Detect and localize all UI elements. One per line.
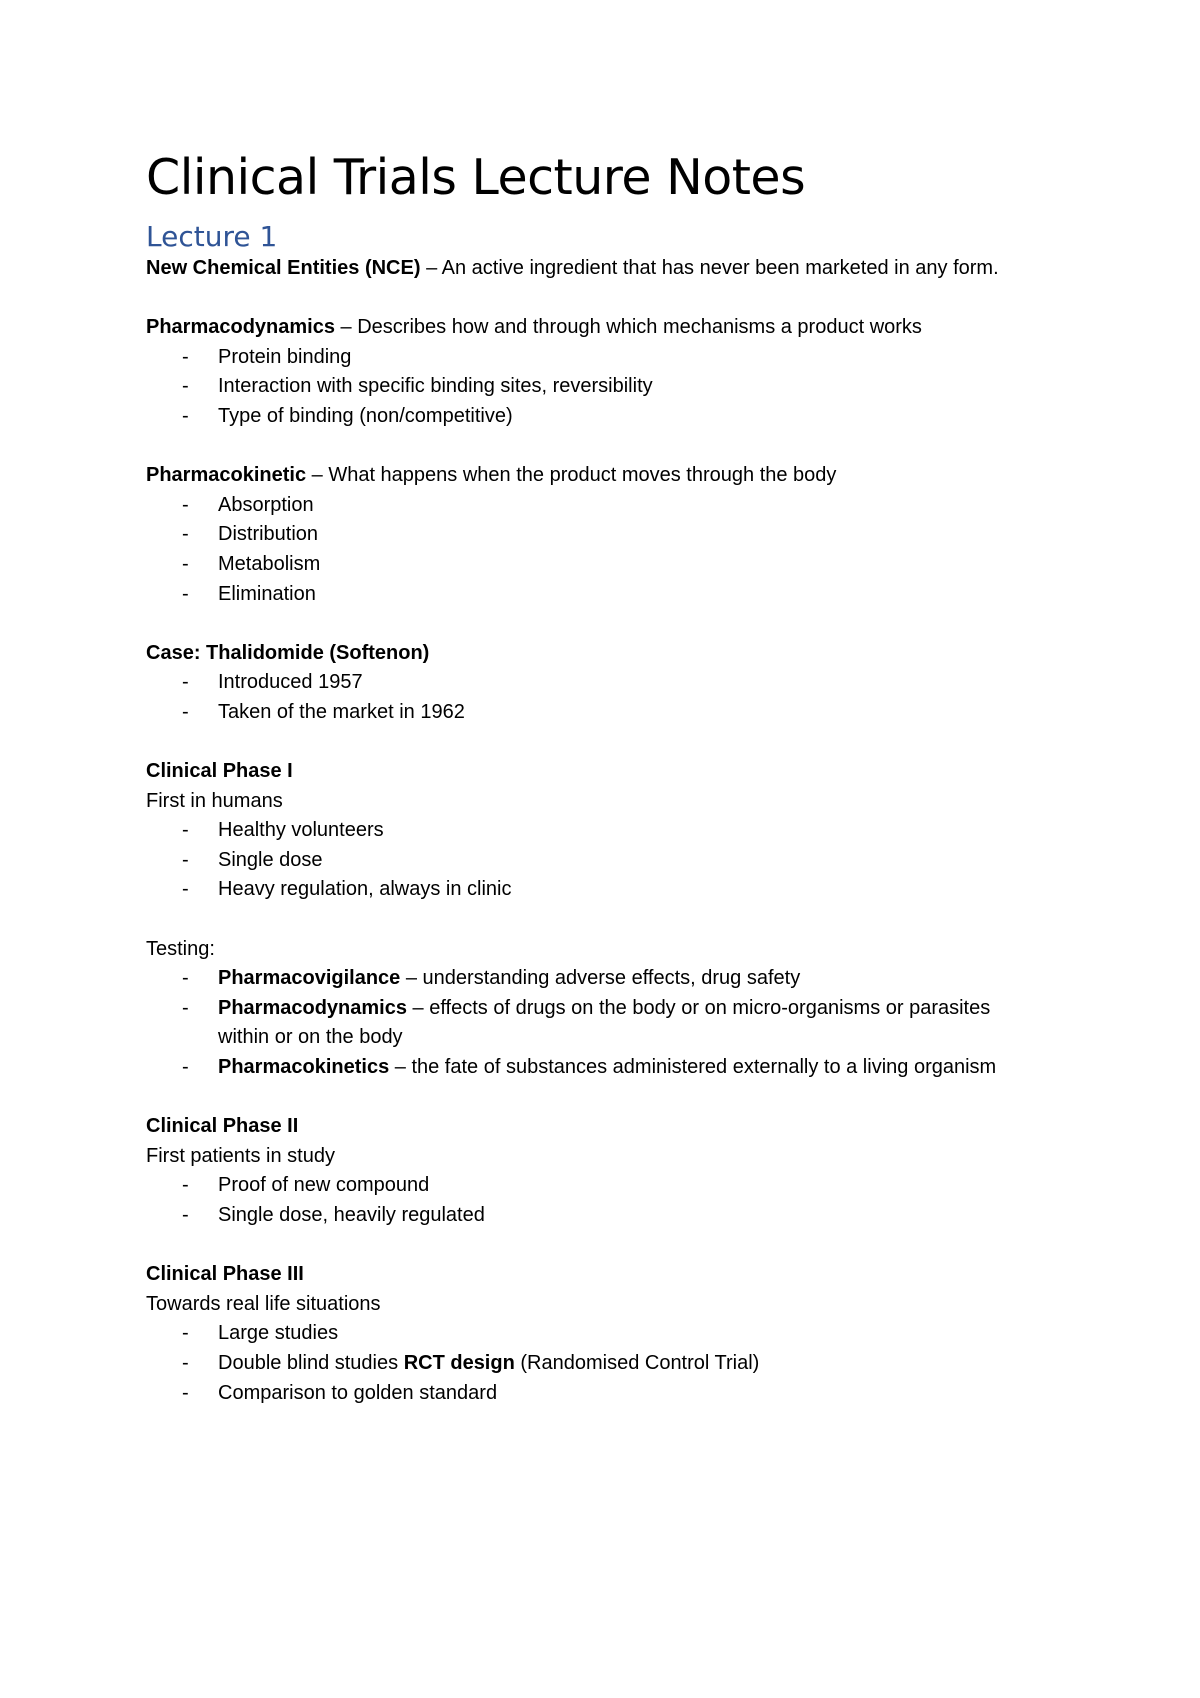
phase3-list: [146, 1319, 1046, 1408]
list-item-text: Healthy volunteers: [218, 819, 384, 842]
pharmacodynamics-definition: – Describes how and through which mechanisms a product works: [334, 316, 922, 339]
phase2-heading: Clinical Phase II: [146, 1115, 299, 1138]
list-item-text: Taken of the market in 1962: [218, 700, 465, 723]
testing-list: [146, 964, 1046, 1082]
list-item: [146, 964, 1046, 994]
list-item-text: Metabolism: [218, 552, 321, 575]
list-item: [146, 875, 1046, 905]
list-item-text: Distribution: [218, 523, 319, 546]
document-title: Clinical Trials Lecture Notes: [146, 149, 806, 206]
list-item: [146, 846, 1046, 876]
pharmacokinetic-definition: – What happens when the product moves through the body: [306, 464, 837, 487]
bullet-dash: -: [182, 1351, 189, 1374]
list-item: [146, 520, 1046, 550]
list-item: [146, 491, 1046, 521]
list-item-text: Absorption: [218, 493, 314, 516]
nce-paragraph: [146, 254, 1046, 284]
nce-definition: – An active ingredient that has never been marketed in any form.: [420, 257, 999, 279]
pharmacokinetic-paragraph: [146, 461, 1046, 491]
bullet-dash: -: [182, 523, 189, 546]
list-item-text: Double blind studies: [218, 1351, 404, 1374]
bullet-dash: -: [182, 582, 189, 605]
list-item-bold: RCT design: [403, 1351, 515, 1374]
list-item-text: Single dose: [218, 848, 323, 871]
phase1-subtitle: First in humans: [146, 789, 283, 812]
testing-label: Testing:: [146, 937, 215, 960]
list-item: [146, 668, 1046, 698]
list-item-text: – effects of drugs on the body or on micro-organisms or parasites within or on the body: [218, 996, 991, 1049]
bullet-dash: -: [182, 493, 189, 516]
bullet-dash: -: [182, 878, 189, 901]
list-item-text: Heavy regulation, always in clinic: [218, 878, 512, 901]
phase3-subtitle: Towards real life situations: [146, 1292, 381, 1315]
list-item: [146, 343, 1046, 373]
bullet-dash: -: [182, 848, 189, 871]
pharmacodynamics-list: [146, 343, 1046, 432]
phase1-heading: Clinical Phase I: [146, 760, 293, 783]
bullet-dash: -: [182, 1381, 189, 1404]
list-item-text: – understanding adverse effects, drug safety: [400, 967, 801, 990]
case-list: [146, 668, 1046, 727]
list-item-text: – the fate of substances administered externally to a living organism: [389, 1056, 997, 1079]
list-item-text: Proof of new compound: [218, 1174, 430, 1197]
bullet-dash: -: [182, 700, 189, 723]
bullet-dash: -: [182, 1056, 189, 1079]
nce-term: New Chemical Entities (NCE): [146, 257, 421, 279]
document-page: [146, 150, 1046, 1408]
bullet-dash: -: [182, 819, 189, 842]
bullet-dash: -: [182, 967, 189, 990]
pharmacodynamics-term: Pharmacodynamics: [146, 316, 335, 339]
bullet-dash: -: [182, 671, 189, 694]
pharmacodynamics-paragraph: [146, 313, 1046, 343]
list-item: [146, 698, 1046, 728]
list-item-text: Interaction with specific binding sites, reversibility: [218, 375, 653, 398]
list-item-term: Pharmacokinetics: [218, 1056, 390, 1079]
list-item: [146, 1201, 1046, 1231]
list-item-text: Type of binding (non/competitive): [218, 404, 513, 427]
list-item: [146, 1349, 1046, 1379]
list-item-text: Large studies: [218, 1322, 339, 1345]
phase1-list: [146, 816, 1046, 905]
bullet-dash: -: [182, 996, 189, 1019]
bullet-dash: -: [182, 345, 189, 368]
list-item: [146, 994, 1046, 1053]
pharmacokinetic-list: [146, 491, 1046, 609]
list-item-text: Comparison to golden standard: [218, 1381, 498, 1404]
list-item: [146, 1053, 1046, 1083]
pharmacokinetic-term: Pharmacokinetic: [146, 464, 307, 487]
list-item-text: Elimination: [218, 582, 316, 605]
bullet-dash: -: [182, 1322, 189, 1345]
list-item: [146, 550, 1046, 580]
bullet-dash: -: [182, 552, 189, 575]
list-item-text-after: (Randomised Control Trial): [514, 1351, 760, 1374]
list-item: [146, 1171, 1046, 1201]
list-item-text: Single dose, heavily regulated: [218, 1204, 485, 1226]
lecture-heading: Lecture 1: [146, 220, 278, 253]
list-item: [146, 580, 1046, 610]
phase2-list: [146, 1171, 1046, 1230]
list-item-text: Protein binding: [218, 345, 352, 368]
bullet-dash: -: [182, 404, 189, 427]
phase2-subtitle: First patients in study: [146, 1144, 335, 1167]
list-item: [146, 372, 1046, 402]
list-item-term: Pharmacovigilance: [218, 967, 401, 990]
list-item: [146, 816, 1046, 846]
list-item: [146, 402, 1046, 432]
list-item-term: Pharmacodynamics: [218, 996, 407, 1019]
list-item: [146, 1379, 1046, 1409]
bullet-dash: -: [182, 1174, 189, 1197]
list-item: [146, 1319, 1046, 1349]
bullet-dash: -: [182, 375, 189, 398]
list-item-text: Introduced 1957: [218, 671, 363, 694]
case-heading: Case: Thalidomide (Softenon): [146, 641, 430, 664]
bullet-dash: -: [182, 1204, 189, 1226]
phase3-heading: Clinical Phase III: [146, 1263, 304, 1286]
